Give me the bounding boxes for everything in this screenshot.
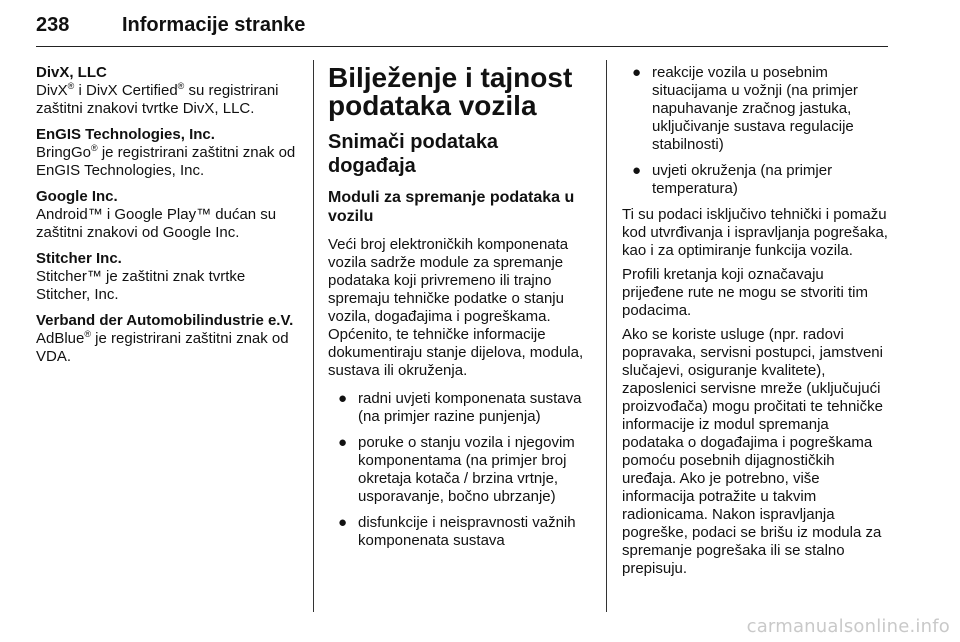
- company-name: EnGIS Technologies, Inc.: [36, 126, 215, 143]
- heading-minor: Moduli za spremanje podataka u vozilu: [328, 189, 575, 225]
- company-name: Google Inc.: [36, 188, 118, 205]
- trademark-stitcher: [36, 250, 298, 304]
- heading-sub: Snimači podataka događaja: [328, 131, 499, 177]
- column-data-recording: [328, 64, 590, 558]
- heading-main: Bilježenje i tajnost podataka vozila: [328, 62, 573, 121]
- column-divider-left: [313, 60, 314, 612]
- trademark-google: [36, 188, 298, 242]
- list-item: ● reakcije vozila u posebnim situacijama u vožnji (na primjer napuhavanje zračnog jastuka, uključivanje sustava regulacije stabilnosti): [632, 64, 858, 153]
- intro-paragraph: Veći broj elektroničkih komponenata vozila sadrže module za spremanje podataka koji privremeno ili trajno spremaju tehničke podatke o stanju vozila, događajima i pogreškama. Općenito, te tehničke informacije dokumentiraju stanje dijelova, modula, sustava ili okruženja.: [328, 236, 584, 379]
- bullet-icon: ●: [632, 162, 642, 179]
- trademark-text: AdBlue® je registrirani zaštitni znak od VDA.: [36, 329, 289, 365]
- trademark-divx: [36, 64, 298, 118]
- paragraph: Ti su podaci isključivo tehnički i pomažu kod utvrđivanja i ispravljanja pogrešaka, kao i za optimiranje funkcija vozila.: [622, 206, 888, 259]
- column-divider-right: [606, 60, 607, 612]
- trademark-text: Stitcher™ je zaštitni znak tvrtke Stitcher, Inc.: [36, 268, 246, 303]
- page-number: 238: [36, 14, 70, 36]
- bullet-icon: ●: [338, 390, 348, 407]
- bullet-list: [622, 64, 888, 198]
- bullet-icon: ●: [338, 434, 348, 451]
- company-name: Stitcher Inc.: [36, 250, 122, 267]
- list-item: ● poruke o stanju vozila i njegovim komponentama (na primjer broj okretaja kotača / brzina vrtnje, usporavanje, bočno ubrzanje): [338, 434, 575, 505]
- company-name: Verband der Automobilindustrie e.V.: [36, 312, 294, 329]
- page-header: [36, 6, 888, 47]
- watermark: carmanualsonline.info: [746, 616, 950, 637]
- company-name: DivX, LLC: [36, 64, 107, 81]
- trademark-text: BringGo® je registrirani zaštitni znak od EnGIS Technologies, Inc.: [36, 143, 296, 179]
- trademark-vda: [36, 312, 298, 366]
- trademark-engis: [36, 126, 298, 180]
- list-item: ● uvjeti okruženja (na primjer temperatura): [632, 162, 833, 197]
- list-item: ● radni uvjeti komponenata sustava (na primjer razine punjenja): [338, 390, 582, 425]
- list-item: ● disfunkcije i neispravnosti važnih komponenata sustava: [338, 514, 576, 549]
- paragraph: Profili kretanja koji označavaju prijeđene rute ne mogu se stvoriti tim podacima.: [622, 266, 868, 319]
- trademark-text: Android™ i Google Play™ dućan su zaštitni znakovi od Google Inc.: [36, 206, 277, 241]
- column-trademarks: [36, 64, 298, 374]
- bullet-list: [328, 390, 590, 550]
- section-title: Informacije stranke: [122, 14, 306, 36]
- trademark-text: DivX® i DivX Certified® su registrirani zaštitni znakovi tvrtke DivX, LLC.: [36, 81, 279, 117]
- column-data-details: [622, 64, 888, 584]
- bullet-icon: ●: [632, 64, 642, 81]
- bullet-icon: ●: [338, 514, 348, 531]
- paragraph: Ako se koriste usluge (npr. radovi popravaka, servisni postupci, jamstveni slučajevi, osiguranje kvalitete), zaposlenici servisne mreže (uključujući proizvođača) mogu pročitati te tehničke informacije iz modul spremanja podataka o događajima i pogreškama pomoću posebnih dijagnostičkih uređaja. Ako je potrebno, više informacija potražite u takvim radionicama. Nakon ispravljanja pogreške, podaci se brišu iz modula za spremanje pogrešaka ili se stalno prepisuju.: [622, 326, 883, 577]
